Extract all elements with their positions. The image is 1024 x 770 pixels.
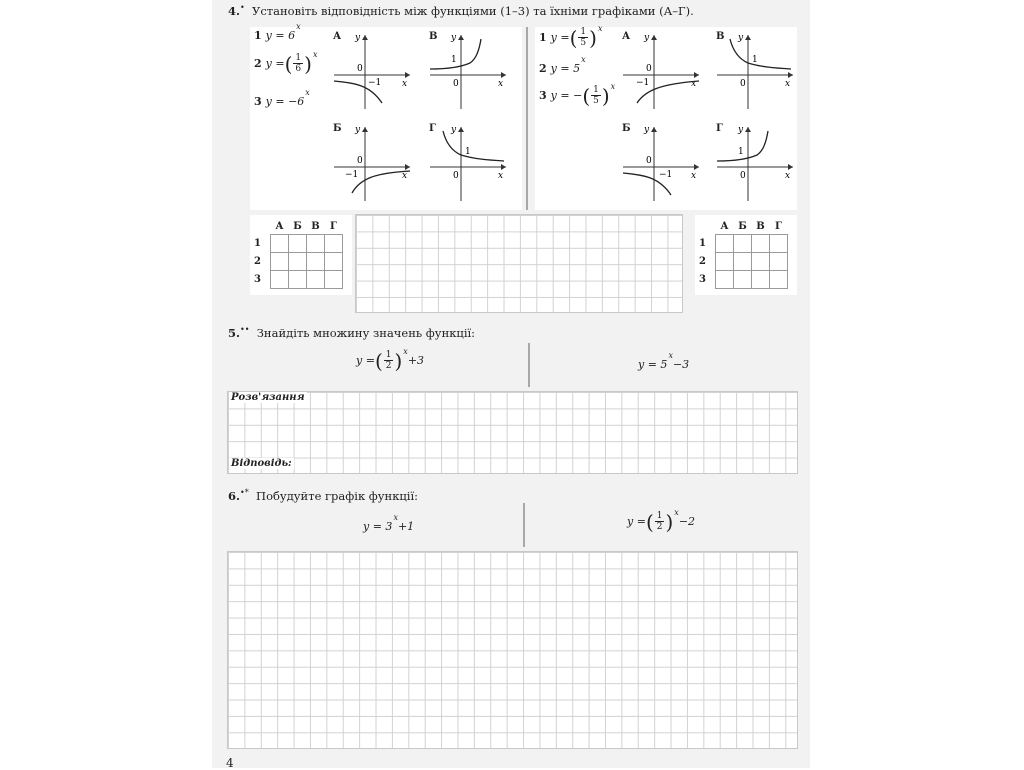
origin-label: 0 (357, 64, 363, 74)
right-function-3: 3 y = − ( $\frac{1}{5}$ ) x (539, 82, 616, 108)
graph-label-v: В (429, 31, 438, 42)
answer-cell[interactable] (752, 271, 770, 289)
mark-label: 1 (451, 55, 457, 65)
page-number: 4 (226, 756, 234, 770)
y-axis-label: y (738, 33, 744, 43)
answer-cell[interactable] (271, 235, 289, 253)
task6-function-2: y = ( $\frac{1}{2}$ ) x −2 (627, 508, 696, 534)
answer-cell[interactable] (307, 271, 325, 289)
task6-function-1: y = 3 x +1 (363, 513, 415, 533)
answer-cell[interactable] (734, 253, 752, 271)
mark-label: −1 (636, 78, 650, 88)
mark-label: −1 (368, 78, 382, 88)
answer-cell[interactable] (271, 253, 289, 271)
left-graph-g (426, 121, 510, 203)
y-axis-label: y (355, 33, 361, 43)
graph-label-a: А (333, 31, 342, 42)
task5-function-1: y = ( $\frac{1}{2}$ ) x +3 (356, 347, 425, 373)
answer-cell[interactable] (271, 271, 289, 289)
workbook-page (212, 0, 810, 768)
answer-cell[interactable] (752, 235, 770, 253)
y-axis-label: y (644, 33, 650, 43)
answer-cell[interactable] (325, 235, 343, 253)
task6-divider (523, 503, 525, 547)
answer-cell[interactable] (770, 271, 788, 289)
graph-label-a: А (622, 31, 631, 42)
mark-label: 1 (752, 55, 758, 65)
x-axis-label: x (498, 171, 504, 181)
task4-left-panel (250, 22, 522, 210)
left-answer-table: А Б В Г 1 2 3 (254, 219, 343, 289)
graph-label-b: Б (622, 123, 631, 134)
mark-label: −1 (659, 170, 673, 180)
answer-cell[interactable] (325, 253, 343, 271)
mark-label: −1 (345, 170, 359, 180)
x-axis-label: x (402, 171, 408, 181)
graph-label-b: Б (333, 123, 342, 134)
mark-label: 1 (738, 147, 744, 157)
answer-cell[interactable] (289, 253, 307, 271)
answer-label: Відповідь: (231, 458, 292, 469)
right-function-1: 1 y = ( $\frac{1}{5}$ ) x (539, 24, 603, 50)
answer-cell[interactable] (716, 253, 734, 271)
task5-divider (528, 343, 530, 387)
left-graph-b (330, 121, 414, 203)
task4-work-grid[interactable] (355, 214, 683, 313)
x-axis-label: x (691, 171, 697, 181)
answer-cell[interactable] (716, 271, 734, 289)
task5-function-2: y = 5 x −3 (638, 351, 690, 371)
answer-cell[interactable] (289, 271, 307, 289)
x-axis-label: x (691, 79, 697, 89)
origin-label: 0 (740, 171, 746, 181)
x-axis-label: x (498, 79, 504, 89)
origin-label: 0 (453, 171, 459, 181)
right-graph-a (619, 29, 703, 111)
x-axis-label: x (785, 79, 791, 89)
answer-cell[interactable] (307, 235, 325, 253)
origin-label: 0 (357, 156, 363, 166)
task4-left-answer-box (250, 215, 352, 295)
task4-right-answer-box (695, 215, 797, 295)
right-graph-v (713, 29, 797, 111)
answer-cell[interactable] (734, 235, 752, 253)
task4-divider (526, 27, 528, 210)
x-axis-label: x (402, 79, 408, 89)
y-axis-label: y (355, 125, 361, 135)
graph-label-g: Г (716, 123, 723, 134)
origin-label: 0 (646, 64, 652, 74)
y-axis-label: y (644, 125, 650, 135)
y-axis-label: y (451, 33, 457, 43)
y-axis-label: y (738, 125, 744, 135)
graph-label-v: В (716, 31, 725, 42)
left-function-2: 2 y = ( $\frac{1}{6}$ ) x (254, 50, 318, 76)
left-function-1: 1 y = 6 x (254, 22, 301, 42)
graph-label-g: Г (429, 123, 436, 134)
origin-label: 0 (646, 156, 652, 166)
left-graph-v (426, 29, 510, 111)
right-function-2: 2 y = 5 x (539, 55, 586, 75)
origin-label: 0 (740, 79, 746, 89)
mark-label: 1 (465, 147, 471, 157)
answer-cell[interactable] (770, 235, 788, 253)
answer-cell[interactable] (734, 271, 752, 289)
y-axis-label: y (451, 125, 457, 135)
answer-cell[interactable] (716, 235, 734, 253)
solution-label: Розв'язання (231, 392, 305, 403)
task4-right-panel (535, 24, 797, 210)
task6-graph-grid[interactable] (227, 551, 798, 749)
origin-label: 0 (453, 79, 459, 89)
x-axis-label: x (785, 171, 791, 181)
task5-title: 5.•• Знайдіть множину значень функції: (228, 325, 476, 340)
right-graph-g (713, 121, 797, 203)
answer-cell[interactable] (325, 271, 343, 289)
task4-title: 4.• Установіть відповідність між функціями (1–3) та їхніми графіками (А–Г). (228, 3, 694, 18)
task6-title: 6.•* Побудуйте графік функції: (228, 488, 419, 503)
task5-solution-grid[interactable] (227, 391, 798, 474)
left-graph-a (330, 29, 414, 111)
answer-cell[interactable] (770, 253, 788, 271)
answer-cell[interactable] (289, 235, 307, 253)
right-answer-table: А Б В Г 1 2 3 (699, 219, 788, 289)
answer-cell[interactable] (752, 253, 770, 271)
right-graph-b (619, 121, 703, 203)
answer-cell[interactable] (307, 253, 325, 271)
left-function-3: 3 y = −6 x (254, 88, 310, 108)
